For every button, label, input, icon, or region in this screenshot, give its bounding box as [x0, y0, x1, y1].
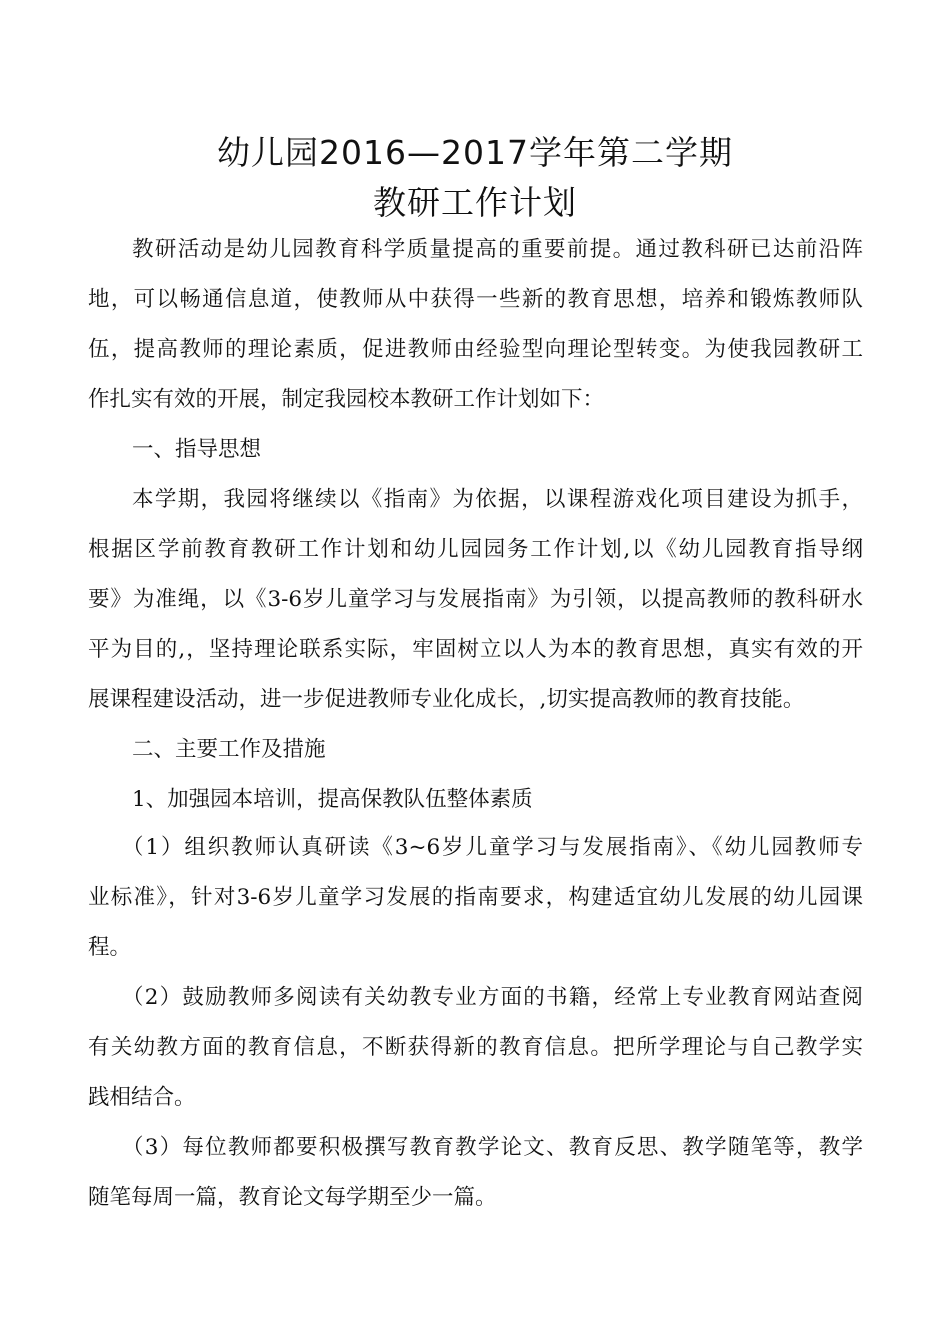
subsection-heading-1: 1、加强园本培训，提高保教队伍整体素质	[132, 787, 533, 812]
guiding-line-4: 平为目的,，坚持理论联系实际，牢固树立以人为本的教育思想，真实有效的开	[88, 637, 863, 662]
intro-line-3: 伍，提高教师的理论素质，促进教师由经验型向理论型转变。为使我园教研工	[88, 337, 863, 362]
item-2-line-1: （2）鼓励教师多阅读有关幼教专业方面的书籍，经常上专业教育网站查阅	[122, 985, 863, 1010]
intro-line-2: 地，可以畅通信息道，使教师从中获得一些新的教育思想，培养和锻炼教师队	[88, 287, 863, 312]
intro-line-4: 作扎实有效的开展，制定我园校本教研工作计划如下：	[88, 387, 605, 412]
guiding-line-1: 本学期，我园将继续以《指南》为依据，以课程游戏化项目建设为抓手，	[132, 487, 863, 512]
item-3-line-2: 随笔每周一篇，教育论文每学期至少一篇。	[88, 1185, 497, 1210]
item-1-line-1: （1）组织教师认真研读《3~6岁儿童学习与发展指南》、《幼儿园教师专	[122, 835, 863, 860]
guiding-line-3: 要》为准绳，以《3-6岁儿童学习与发展指南》为引领，以提高教师的教科研水	[88, 587, 863, 612]
guiding-line-2: 根据区学前教育教研工作计划和幼儿园园务工作计划,以《幼儿园教育指导纲	[88, 537, 863, 562]
intro-line-1: 教研活动是幼儿园教育科学质量提高的重要前提。通过教科研已达前沿阵	[132, 237, 863, 262]
item-1-line-3: 程。	[88, 935, 132, 960]
guiding-line-5: 展课程建设活动，进一步促进教师专业化成长，,切实提高教师的教育技能。	[88, 687, 805, 712]
document-title-line2: 教研工作计划	[373, 183, 577, 222]
section-heading-1: 一、指导思想	[132, 437, 262, 462]
document-title-line1: 幼儿园2016—2017学年第二学期	[217, 133, 733, 172]
item-3-line-1: （3）每位教师都要积极撰写教育教学论文、教育反思、教学随笔等，教学	[122, 1135, 863, 1160]
item-1-line-2: 业标准》，针对3-6岁儿童学习发展的指南要求，构建适宜幼儿发展的幼儿园课	[88, 885, 863, 910]
item-2-line-2: 有关幼教方面的教育信息，不断获得新的教育信息。把所学理论与自己教学实	[88, 1035, 863, 1060]
section-heading-2: 二、主要工作及措施	[132, 737, 326, 762]
item-2-line-3: 践相结合。	[88, 1085, 196, 1110]
